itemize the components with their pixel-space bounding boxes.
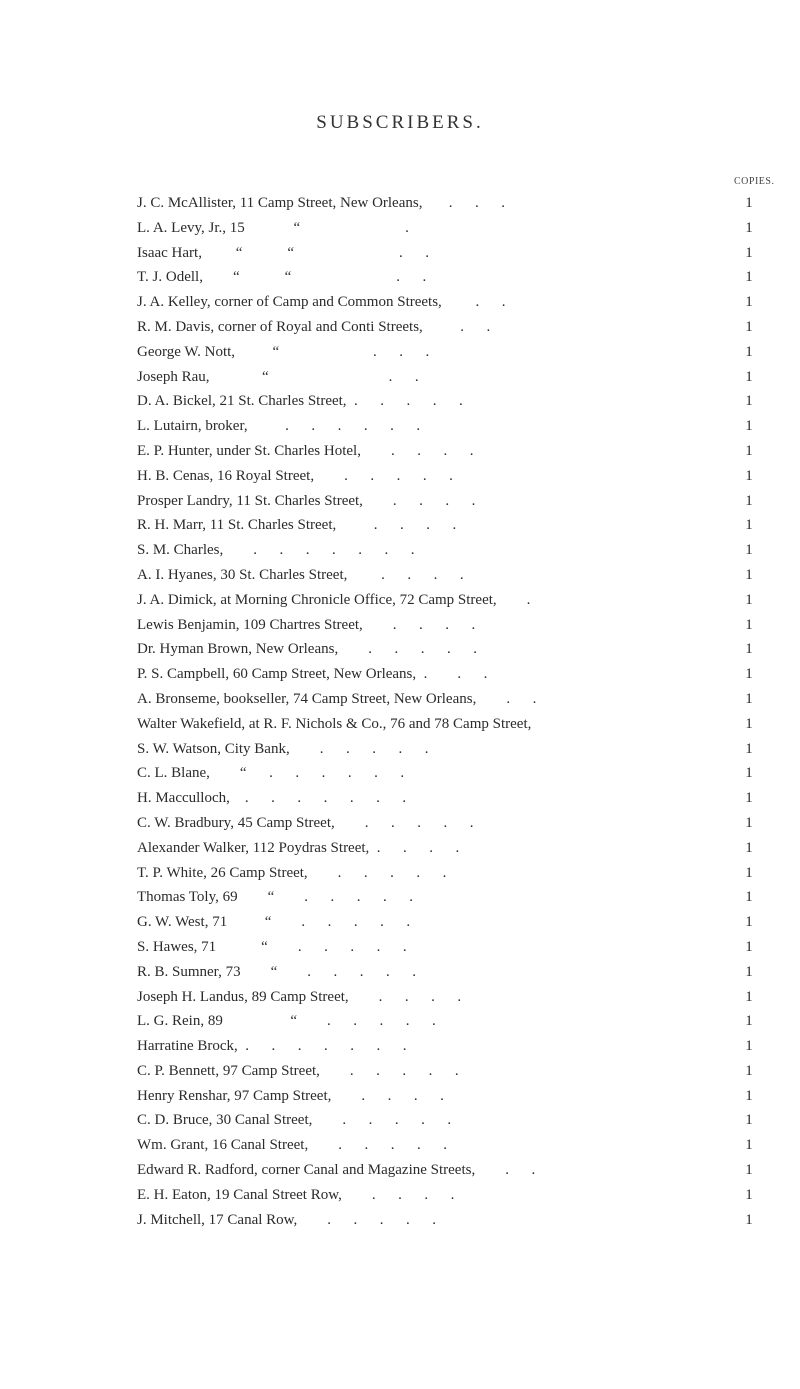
- subscriber-entry: R. B. Sumner, 73 “ . . . . .: [137, 963, 416, 980]
- copies-count: 1: [745, 839, 753, 856]
- subscriber-entry: T. P. White, 26 Camp Street, . . . . .: [137, 864, 447, 881]
- copies-count: 1: [745, 1087, 753, 1104]
- subscriber-entry: Thomas Toly, 69 “ . . . . .: [137, 889, 414, 906]
- subscriber-list: [0, 191, 800, 1232]
- subscriber-row: [0, 811, 800, 836]
- subscriber-entry: J. C. McAllister, 11 Camp Street, New Orleans, . . .: [137, 195, 505, 211]
- subscriber-entry: E. H. Eaton, 19 Canal Street Row, . . . .: [137, 1186, 455, 1203]
- copies-count: 1: [745, 666, 753, 683]
- subscriber-entry: Lewis Benjamin, 109 Chartres Street, . . . .: [137, 616, 476, 633]
- subscriber-entry: C. P. Bennett, 97 Camp Street, . . . . .: [137, 1062, 459, 1079]
- copies-count: 1: [745, 740, 753, 757]
- subscriber-row: [0, 637, 800, 662]
- subscriber-entry: J. A. Kelley, corner of Camp and Common Streets, . .: [137, 294, 506, 311]
- copies-count: 1: [745, 244, 753, 261]
- subscriber-entry: Henry Renshar, 97 Camp Street, . . . .: [137, 1087, 444, 1104]
- subscriber-row: [0, 712, 800, 737]
- subscriber-row: [0, 737, 800, 762]
- subscriber-entry: E. P. Hunter, under St. Charles Hotel, . . . .: [137, 442, 474, 459]
- subscriber-row: [0, 786, 800, 811]
- subscriber-row: [0, 1208, 800, 1233]
- subscriber-row: [0, 960, 800, 985]
- subscriber-entry: Isaac Hart, “ “ . .: [137, 244, 430, 261]
- copies-count: 1: [745, 393, 753, 410]
- subscriber-row: [0, 1034, 800, 1059]
- copies-count: 1: [745, 368, 753, 385]
- subscriber-entry: C. W. Bradbury, 45 Camp Street, . . . . .: [137, 814, 474, 831]
- subscriber-entry: L. Lutairn, broker, . . . . . .: [137, 418, 421, 435]
- subscriber-row: [0, 563, 800, 588]
- subscriber-entry: Wm. Grant, 16 Canal Street, . . . . .: [137, 1137, 447, 1154]
- copies-count: 1: [745, 790, 753, 807]
- subscriber-entry: J. A. Dimick, at Morning Chronicle Office, 72 Camp Street, .: [137, 591, 531, 608]
- subscriber-row: [0, 538, 800, 563]
- copies-count: 1: [745, 566, 753, 583]
- subscriber-entry: R. M. Davis, corner of Royal and Conti Streets, . .: [137, 318, 491, 335]
- subscriber-entry: Alexander Walker, 112 Poydras Street, . . . .: [137, 839, 460, 856]
- subscriber-entry: S. Hawes, 71 “ . . . . .: [137, 938, 407, 955]
- copies-count: 1: [745, 715, 753, 732]
- subscriber-entry: L. G. Rein, 89 “ . . . . .: [137, 1013, 436, 1030]
- copies-count: 1: [745, 1013, 753, 1030]
- subscriber-entry: S. M. Charles, . . . . . . .: [137, 542, 415, 559]
- subscriber-row: [0, 613, 800, 638]
- subscriber-entry: George W. Nott, “ . . .: [137, 343, 430, 360]
- subscriber-entry: Harratine Brock, . . . . . . .: [137, 1038, 407, 1055]
- subscriber-row: [0, 290, 800, 315]
- copies-count: 1: [745, 467, 753, 484]
- copies-count: 1: [745, 442, 753, 459]
- subscriber-row: [0, 687, 800, 712]
- copies-count: 1: [745, 492, 753, 509]
- subscriber-row: [0, 836, 800, 861]
- subscriber-row: [0, 1158, 800, 1183]
- subscriber-entry: D. A. Bickel, 21 St. Charles Street, . . . . .: [137, 393, 463, 410]
- subscriber-row: [0, 513, 800, 538]
- subscriber-row: [0, 935, 800, 960]
- subscriber-row: [0, 216, 800, 241]
- copies-count: 1: [745, 318, 753, 335]
- copies-count: 1: [745, 1062, 753, 1079]
- subscriber-entry: R. H. Marr, 11 St. Charles Street, . . . .: [137, 517, 457, 534]
- subscriber-entry: G. W. West, 71 “ . . . . .: [137, 914, 411, 931]
- subscriber-entry: Joseph Rau, “ . .: [137, 368, 419, 385]
- copies-count: 1: [745, 1186, 753, 1203]
- subscriber-row: [0, 439, 800, 464]
- subscriber-entry: Joseph H. Landus, 89 Camp Street, . . . .: [137, 988, 462, 1005]
- subscriber-entry: P. S. Campbell, 60 Camp Street, New Orleans, . . .: [137, 666, 488, 683]
- subscriber-entry: A. I. Hyanes, 30 St. Charles Street, . . . .: [137, 566, 464, 583]
- copies-count: 1: [745, 591, 753, 608]
- copies-count: 1: [745, 1137, 753, 1154]
- subscriber-entry: Prosper Landry, 11 St. Charles Street, . . . .: [137, 492, 476, 509]
- copies-count: 1: [745, 219, 753, 236]
- copies-count: 1: [745, 1038, 753, 1055]
- copies-count: 1: [745, 195, 753, 211]
- subscriber-entry: C. D. Bruce, 30 Canal Street, . . . . .: [137, 1112, 452, 1129]
- subscriber-row: [0, 1084, 800, 1109]
- subscriber-row: [0, 389, 800, 414]
- subscriber-entry: Dr. Hyman Brown, New Orleans, . . . . .: [137, 641, 477, 658]
- copies-count: 1: [745, 988, 753, 1005]
- page-title: SUBSCRIBERS.: [316, 112, 484, 133]
- copies-count: 1: [745, 914, 753, 931]
- subscriber-row: [0, 1059, 800, 1084]
- subscriber-row: [0, 464, 800, 489]
- subscriber-entry: T. J. Odell, “ “ . .: [137, 269, 427, 286]
- subscriber-row: [0, 861, 800, 886]
- subscriber-entry: H. Macculloch, . . . . . . .: [137, 790, 407, 807]
- copies-count: 1: [745, 889, 753, 906]
- subscriber-row: [0, 191, 800, 216]
- copies-count: 1: [745, 1112, 753, 1129]
- copies-count: 1: [745, 616, 753, 633]
- copies-count: 1: [745, 963, 753, 980]
- subscriber-row: [0, 1183, 800, 1208]
- subscriber-entry: H. B. Cenas, 16 Royal Street, . . . . .: [137, 467, 453, 484]
- subscriber-entry: Walter Wakefield, at R. F. Nichols & Co., 76 and 78 Camp Street,: [137, 715, 532, 732]
- subscriber-row: [0, 588, 800, 613]
- subscriber-row: [0, 761, 800, 786]
- subscriber-entry: S. W. Watson, City Bank, . . . . .: [137, 740, 429, 757]
- subscriber-row: [0, 414, 800, 439]
- subscriber-row: [0, 365, 800, 390]
- subscriber-entry: A. Bronseme, bookseller, 74 Camp Street, New Orleans, . .: [137, 690, 537, 707]
- subscriber-entry: J. Mitchell, 17 Canal Row, . . . . .: [137, 1211, 437, 1228]
- subscriber-entry: Edward R. Radford, corner Canal and Magazine Streets, . .: [137, 1162, 536, 1179]
- subscriber-entry: C. L. Blane, “ . . . . . .: [137, 765, 405, 782]
- copies-column-header: COPIES.: [734, 176, 775, 187]
- copies-count: 1: [745, 938, 753, 955]
- copies-count: 1: [745, 1211, 753, 1228]
- copies-count: 1: [745, 418, 753, 435]
- subscriber-row: [0, 489, 800, 514]
- copies-count: 1: [745, 814, 753, 831]
- subscriber-entry: L. A. Levy, Jr., 15 “ .: [137, 219, 409, 236]
- copies-count: 1: [745, 269, 753, 286]
- copies-count: 1: [745, 542, 753, 559]
- copies-count: 1: [745, 1162, 753, 1179]
- copies-count: 1: [745, 343, 753, 360]
- copies-count: 1: [745, 765, 753, 782]
- subscriber-row: [0, 241, 800, 266]
- copies-count: 1: [745, 294, 753, 311]
- copies-count: 1: [745, 641, 753, 658]
- subscriber-row: [0, 265, 800, 290]
- subscriber-row: [0, 885, 800, 910]
- subscriber-row: [0, 315, 800, 340]
- subscriber-row: [0, 1133, 800, 1158]
- subscriber-row: [0, 985, 800, 1010]
- subscriber-row: [0, 662, 800, 687]
- subscriber-row: [0, 910, 800, 935]
- subscriber-row: [0, 1009, 800, 1034]
- subscriber-row: [0, 340, 800, 365]
- copies-count: 1: [745, 690, 753, 707]
- subscriber-row: [0, 1108, 800, 1133]
- copies-count: 1: [745, 864, 753, 881]
- copies-count: 1: [745, 517, 753, 534]
